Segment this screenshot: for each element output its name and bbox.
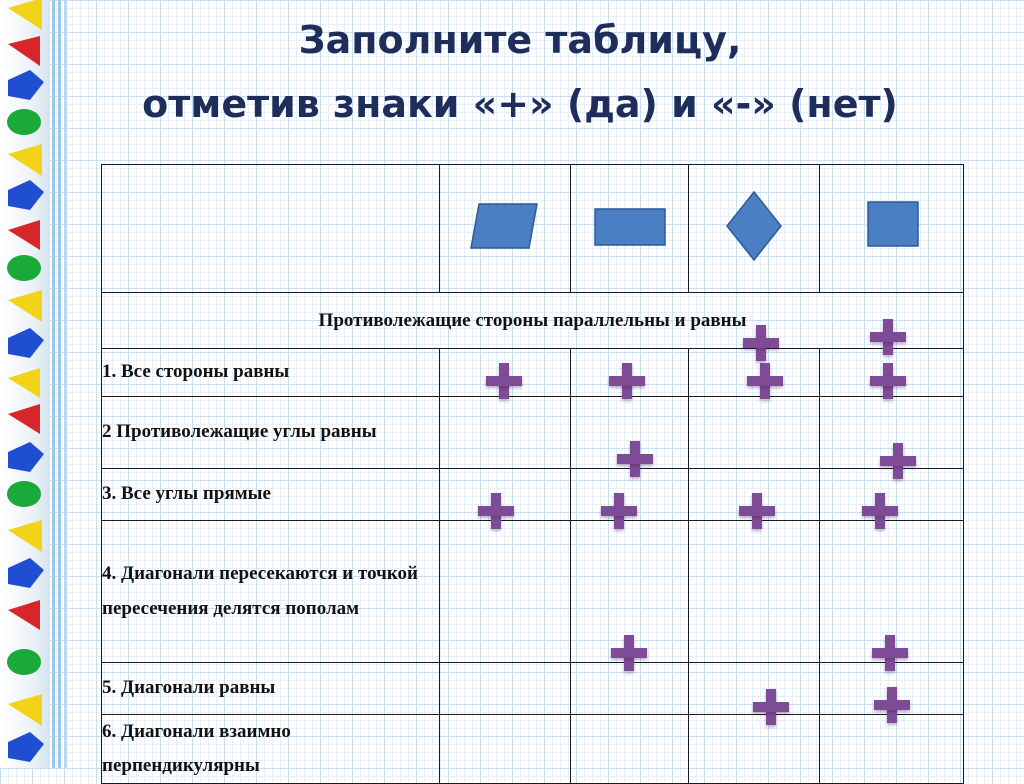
rectangle-icon (590, 201, 670, 251)
table-row (102, 349, 964, 397)
page-title-line-1: Заполните таблицу, (298, 18, 742, 62)
margin-line (64, 0, 67, 768)
row-label: 5. Диагонали равны (102, 663, 440, 715)
row-label: 6. Диагонали взаимно перпендикулярны (102, 715, 440, 784)
answer-cell[interactable] (440, 715, 571, 784)
plus-icon (878, 441, 918, 481)
plus-icon (868, 361, 908, 401)
shapes-row (102, 165, 964, 293)
answer-cell[interactable] (820, 715, 964, 784)
parallelogram-icon (465, 196, 545, 256)
plus-icon (484, 361, 524, 401)
empty-corner-cell (102, 165, 440, 293)
plus-icon (737, 491, 777, 531)
row-label: 4. Диагонали пересекаются и точкой пересечения делятся пополам (102, 521, 440, 663)
page-title-line-2: отметив знаки «+» (да) и «-» (нет) (142, 82, 898, 126)
shape-cell-parallelogram (440, 165, 571, 293)
shape-cell-rhombus (689, 165, 820, 293)
row-label: 2 Противолежащие углы равны (102, 397, 440, 469)
decorative-shapes (0, 0, 50, 768)
shape-cell-square (820, 165, 964, 293)
answer-cell[interactable] (689, 397, 820, 469)
answer-cell[interactable] (440, 663, 571, 715)
properties-table (101, 164, 964, 784)
table-row (102, 715, 964, 784)
margin-line (52, 0, 55, 768)
row-label: 1. Все стороны равны (102, 349, 440, 397)
plus-icon (872, 685, 912, 725)
answer-cell[interactable] (440, 521, 571, 663)
plus-icon (860, 491, 900, 531)
plus-icon (599, 491, 639, 531)
plus-icon (607, 361, 647, 401)
plus-icon (868, 317, 908, 357)
plus-icon (741, 323, 781, 363)
table-row (102, 469, 964, 521)
table-row (102, 663, 964, 715)
answer-cell[interactable] (571, 715, 689, 784)
table-row (102, 521, 964, 663)
plus-icon (745, 361, 785, 401)
plus-icon (609, 633, 649, 673)
answer-cell[interactable] (440, 397, 571, 469)
plus-icon (476, 491, 516, 531)
answer-cell[interactable] (689, 715, 820, 784)
answer-cell[interactable] (689, 521, 820, 663)
table-row (102, 397, 964, 469)
plus-icon (870, 633, 910, 673)
shape-cell-rectangle (571, 165, 689, 293)
section-header: Противолежащие стороны параллельны и равны (102, 293, 964, 349)
square-icon (860, 194, 924, 258)
row-label: 3. Все углы прямые (102, 469, 440, 521)
section-header-row (102, 293, 964, 349)
margin-line (58, 0, 61, 768)
decorative-strip (0, 0, 50, 768)
rhombus-icon (719, 186, 789, 266)
plus-icon (615, 439, 655, 479)
plus-icon (751, 687, 791, 727)
answer-cell[interactable] (571, 663, 689, 715)
